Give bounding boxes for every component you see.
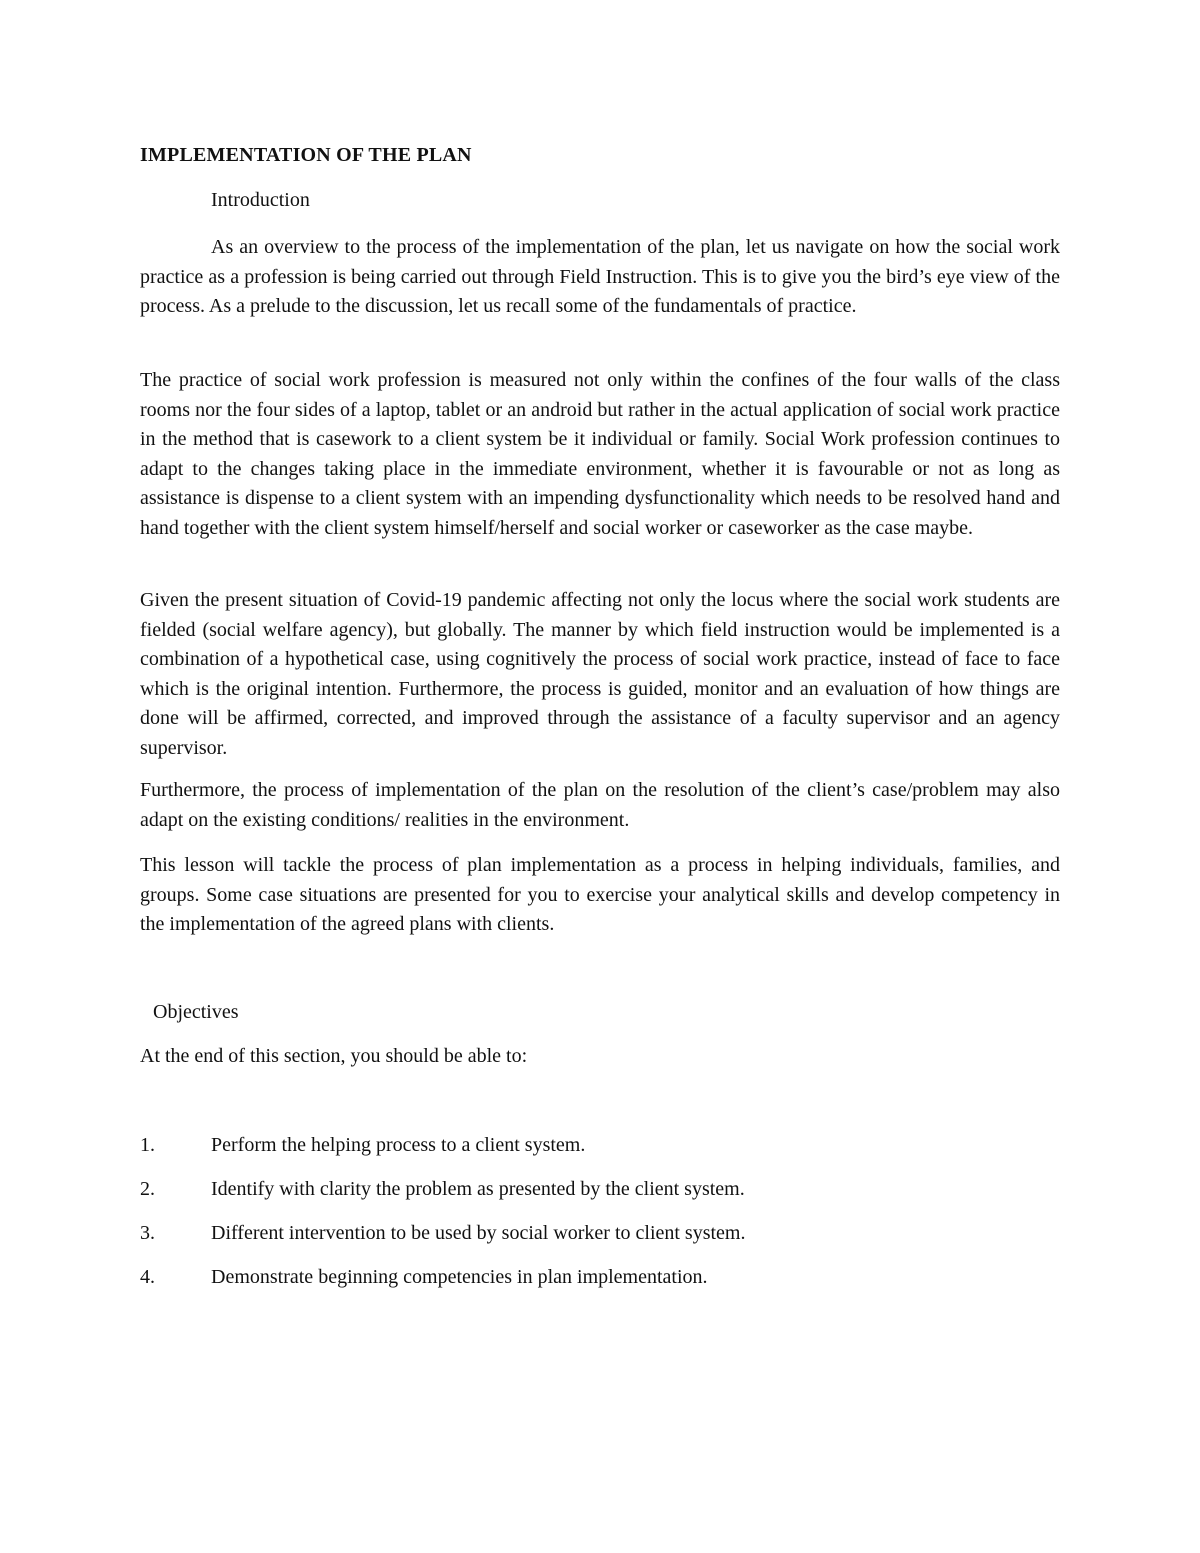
paragraph-practice: The practice of social work profession is measured not only within the confines of the four walls of the class rooms nor the four sides of a laptop, tablet or an android but rather in the actual application of social work practice in the method that is casework to a client system be it individual or family. Social Work profession continues to adapt to the changes taking place in the immediate environment, whether it is favourable or not as long as assistance is dispense to a client system with an impending dysfunctionality which needs to be resolved hand and hand together with the client system himself/herself and social worker or caseworker as the case maybe. (140, 369, 1060, 539)
paragraph-covid: Given the present situation of Covid-19 pandemic affecting not only the locus where the social work students are fielded (social welfare agency), but globally. The manner by which field instruction would be implemented is a combination of a hypothetical case, using cognitively the process of social work practice, instead of face to face which is the original intention. Furthermore, the process is guided, monitor and an evaluation of how things are done will be affirmed, corrected, and improved through the assistance of a faculty supervisor and an agency supervisor. (140, 589, 1060, 759)
list-item (140, 1131, 1060, 1175)
objectives-heading: Objectives (153, 1001, 239, 1023)
list-item-text: Demonstrate beginning competencies in plan implementation. (211, 1266, 708, 1288)
list-item-text: Identify with clarity the problem as presented by the client system. (211, 1178, 745, 1200)
list-item-number: 2. (140, 1178, 155, 1200)
introduction-heading: Introduction (211, 189, 310, 211)
objectives-list (140, 1131, 1060, 1307)
list-item-number: 3. (140, 1222, 155, 1244)
list-item (140, 1263, 1060, 1307)
list-item-number: 4. (140, 1266, 155, 1288)
list-item (140, 1175, 1060, 1219)
list-item-text: Different intervention to be used by social worker to client system. (211, 1222, 746, 1244)
page-title: IMPLEMENTATION OF THE PLAN (140, 144, 472, 166)
list-item (140, 1219, 1060, 1263)
paragraph-implementation: Furthermore, the process of implementation of the plan on the resolution of the client’s case/problem may also adapt on the existing conditions/ realities in the environment. (140, 779, 1060, 831)
paragraph-lesson: This lesson will tackle the process of plan implementation as a process in helping individuals, families, and groups. Some case situations are presented for you to exercise your analytical skills and develop competency in the implementation of the agreed plans with clients. (140, 854, 1060, 935)
list-item-text: Perform the helping process to a client system. (211, 1134, 586, 1156)
list-item-number: 1. (140, 1134, 155, 1156)
paragraph-overview: As an overview to the process of the implementation of the plan, let us navigate on how the social work practice as a profession is being carried out through Field Instruction. This is to give you the bird’s eye view of the process. As a prelude to the discussion, let us recall some of the fundamentals of practice. (140, 236, 1060, 317)
objectives-lead: At the end of this section, you should be able to: (140, 1045, 528, 1067)
